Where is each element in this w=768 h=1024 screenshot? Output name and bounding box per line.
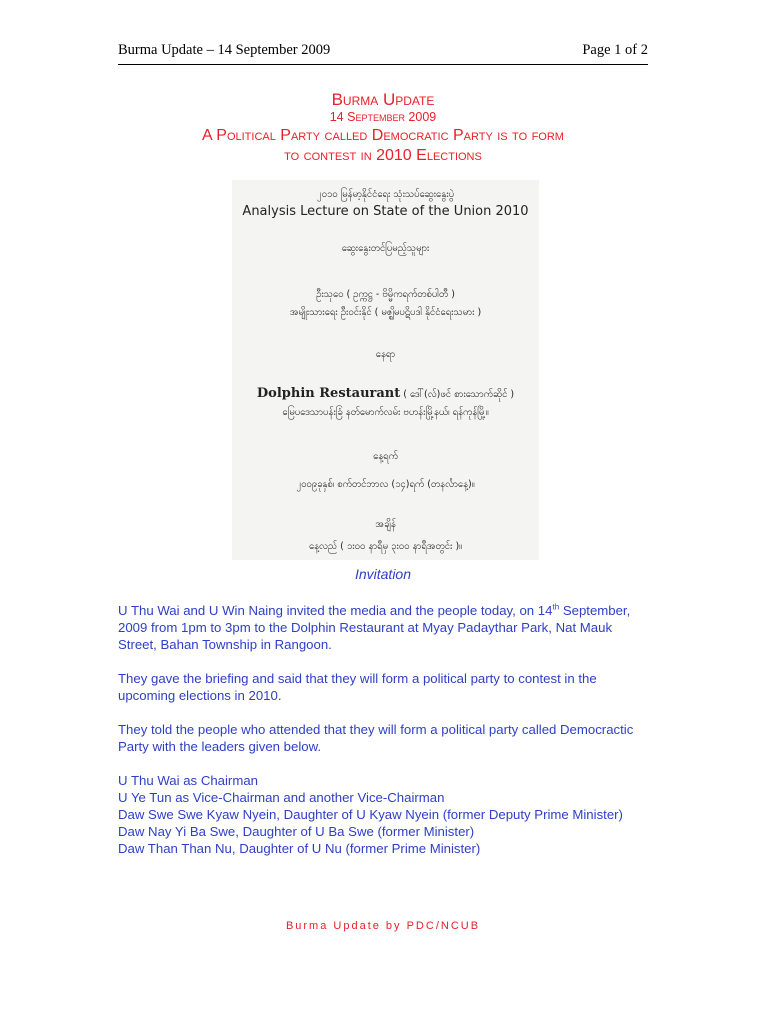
list-item: Daw Swe Swe Kyaw Nyein, Daughter of U Kyaw Nyein (former Deputy Prime Minister) [118,807,623,822]
title-date: 14 September 2009 [329,110,437,124]
invite-line-1: ၂၀၁၀ မြန်မာ့နိုင်ငံရေး သုံးသပ်ဆွေးနွေးပွဲ [316,189,455,200]
paragraph-1-part-b: September, 2009 from 1pm to 3pm to the Dolphin Restaurant at Myay Padaythar Park, Nat Mauk Street, Bahan Township in Rangoon. [118,603,631,652]
invite-line-11: အချိန် [375,519,396,530]
page-number: Page 1 of 2 [582,42,648,58]
invite-line-4: ဦးသုဝေ ( ဥက္ကဋ္ဌ - ဗိမ္မိကရက်တစ်ပါတီ ) [316,289,455,300]
title-line-1: Burma Update [331,90,435,109]
invite-venue-mm: ( ဒေါ်(လ်)ဖင် စားသောက်ဆိုင် ) [403,389,515,400]
invite-line-8: မြေပဒေသာပန်းခြံ နတ်မောက်လမ်း ဗဟန်းမြို့နယ်၊ ရန်ကုန်မြို့။ [282,407,489,418]
page-footer: Burma Update by PDC/NCUB [285,920,481,932]
article-body [118,602,648,857]
list-item: Daw Than Than Nu, Daughter of U Nu (former Prime Minister) [118,841,481,856]
invite-venue-en: Dolphin Restaurant [256,386,401,401]
invite-line-2: Analysis Lecture on State of the Union 2010 [242,204,529,219]
paragraph-1-sup: th [552,602,560,612]
invite-line-6: နေရာ [375,349,396,360]
invite-line-9: နေ့ရက် [373,451,398,462]
image-caption: Invitation [354,566,412,582]
leaders-list [118,772,648,857]
document-title [118,90,648,166]
list-item: U Ye Tun as Vice-Chairman and another Vice-Chairman [118,790,445,805]
header-title: Burma Update – 14 September 2009 [118,42,331,58]
invitation-image [232,180,539,560]
paragraph-1 [118,602,648,653]
invite-line-12: နေ့လည် ( ၁း၀၀ နာရီမှ ၃း၀၀ နာရီအတွင်း )။ [308,541,463,552]
invite-line-5: အမျိုးသားရေး ဦးဝင်းနိုင် ( မဇ္ဈိမပဋိပဒါ နိုင်ငံရေးသမား ) [289,307,482,318]
list-item: U Thu Wai as Chairman [118,773,258,788]
paragraph-3: They told the people who attended that they will form a political party called Democractic Party with the leaders given below. [118,722,634,754]
invite-line-10: ၂၀၀၉ခုနှစ်၊ စက်တင်ဘာလ (၁၄)ရက် (တနင်္လာနေ့)။ [296,479,475,490]
list-item: Daw Nay Yi Ba Swe, Daughter of U Ba Swe (former Minister) [118,824,475,839]
invite-line-7 [232,386,539,402]
title-line-4: to contest in 2010 Elections [284,147,482,164]
paragraph-1-part-a: U Thu Wai and U Win Naing invited the media and the people today, on 14 [118,603,553,618]
title-line-3: A Political Party called Democratic Party is to form [202,127,564,144]
page-header [118,42,648,65]
invite-line-3: ဆွေးနွေးတင်ပြမည့်သူများ [341,243,430,254]
paragraph-2: They gave the briefing and said that they will form a political party to contest in the upcoming elections in 2010. [118,671,597,703]
